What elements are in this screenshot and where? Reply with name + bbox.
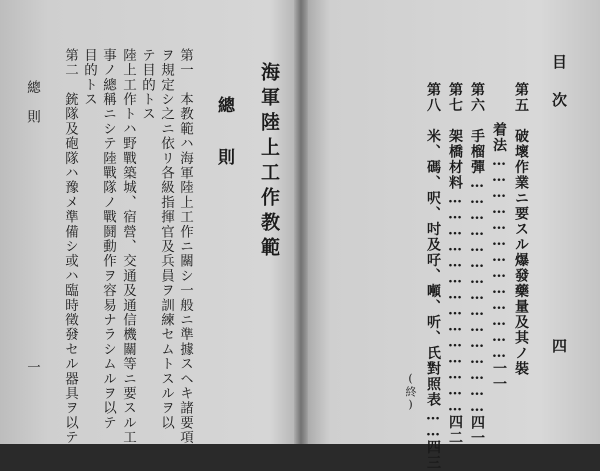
page-number-left: 一 (24, 360, 40, 375)
text-line-3: テ目的トス (139, 48, 155, 122)
toc-entry-5-page: 一一 (491, 361, 507, 392)
text-line-2: ヲ規定シ之ニ依リ各級指揮官及兵員ヲ訓練セムトスルヲ以 (158, 48, 174, 431)
document-title: 海軍陸上工作教範 (258, 62, 280, 262)
toc-entry-8-page: 四三 (425, 439, 441, 471)
section-heading: 總 則 (214, 96, 234, 174)
toc-entry-5: 第五 破壞作業ニ要スル爆發藥量及其ノ裝 (513, 82, 529, 377)
toc-entry-8 (426, 82, 440, 471)
toc-entry-6-title: 第六 手榴彈 (469, 82, 485, 175)
end-mark: (終) (404, 372, 417, 412)
toc-entry-7 (448, 82, 462, 446)
toc-entry-5-cont-text: 着法 (491, 122, 507, 153)
running-header-left: 總 則 (24, 80, 40, 125)
toc-entry-6 (470, 82, 484, 446)
right-page (303, 0, 600, 471)
page-number-right: 四 (550, 338, 568, 357)
left-page (0, 0, 300, 444)
toc-entry-7-dots: …………………………………… (447, 190, 463, 415)
toc-entry-8-dots: …… (425, 407, 441, 440)
toc-entry-6-page: 四一 (469, 415, 485, 446)
toc-entry-7-title: 第七 架橋材料 (447, 82, 463, 191)
text-line-1: 第一 本教範ハ海軍陸上工作ニ關シ一般ニ準據スヘキ諸要項 (177, 48, 193, 445)
toc-entry-6-dots: ……………………………………… (469, 175, 485, 415)
toc-heading: 目 次 (550, 54, 568, 111)
text-line-6: 目的トス (81, 48, 97, 107)
toc-entry-5-cont (492, 122, 506, 392)
toc-entry-5-dots: ………………………………… (491, 153, 507, 361)
text-line-4: 陸上工作トハ野戰築城、宿營、交通及通信機關等ニ要スル工 (120, 48, 136, 445)
toc-entry-8-title: 第八 米、碼、呎、吋及吇、噸、听、氏對照表 (425, 82, 441, 408)
text-line-5: 事ノ總稱ニシテ陸戰隊ノ戰鬪動作ヲ容易ナラシムルヲ以テ (100, 48, 116, 431)
text-line-7: 第二 銃隊及砲隊ハ豫メ準備シ或ハ臨時徵發セル器具ヲ以テ (62, 48, 78, 445)
toc-entry-7-page: 四二 (447, 414, 463, 446)
